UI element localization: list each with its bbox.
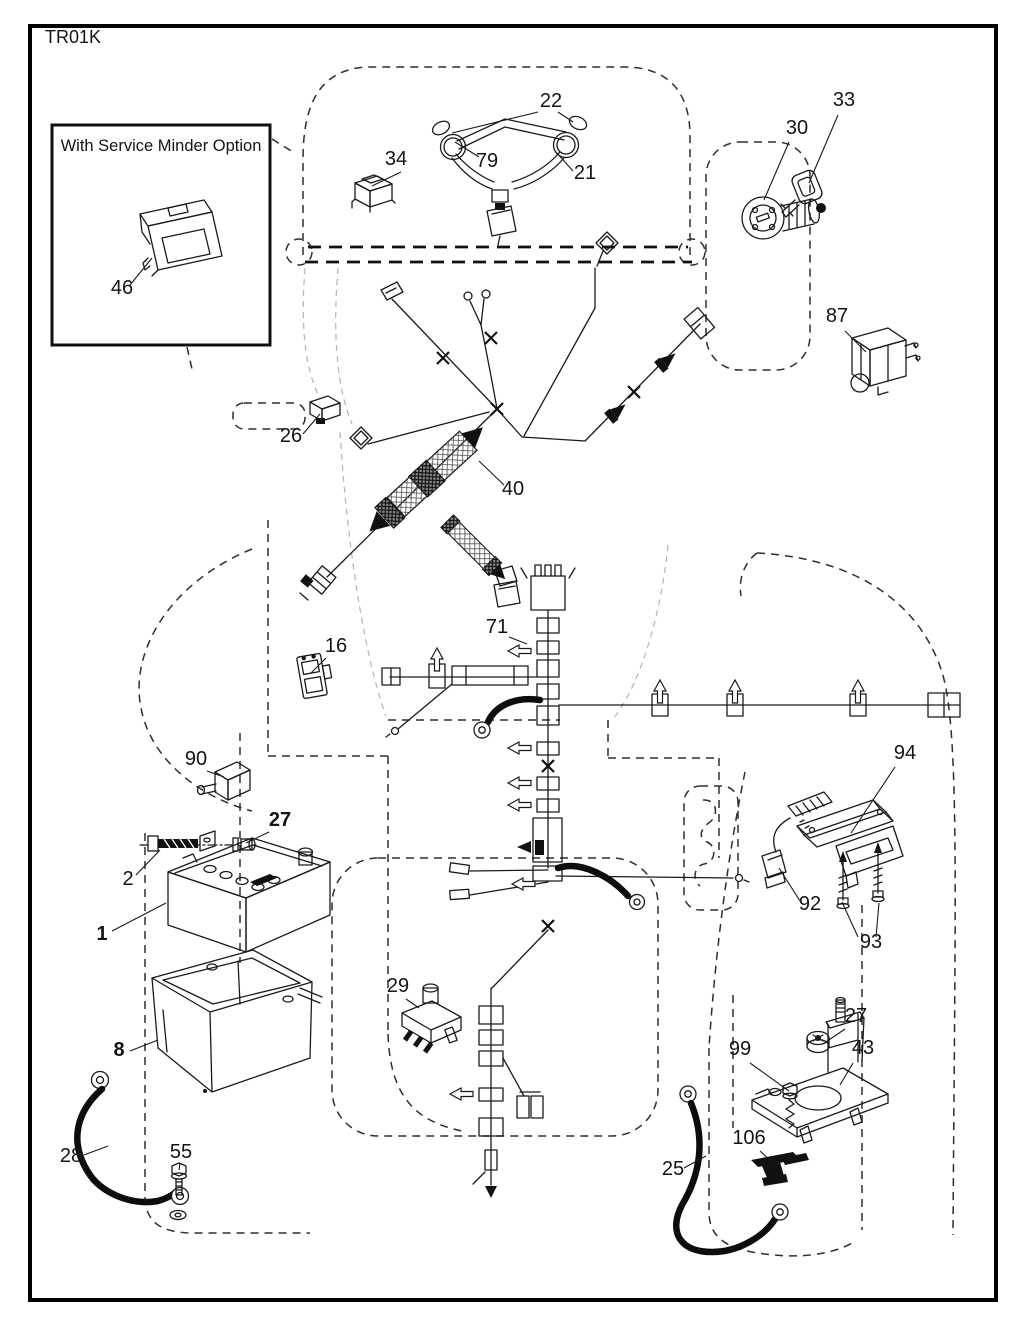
part-label-34: 34 — [384, 148, 408, 170]
leader-line-2 — [136, 850, 160, 875]
leader-line-30 — [764, 142, 789, 200]
leader-line-93 — [842, 902, 858, 937]
part-label-1: 1 — [96, 923, 108, 945]
tractor-outline-light — [303, 268, 668, 720]
ground-cable-drawing — [77, 1072, 188, 1205]
leader-line-92 — [779, 868, 800, 901]
part-label-27: 27 — [844, 1005, 868, 1027]
relay-drawing — [297, 652, 335, 699]
part-label-30: 30 — [785, 117, 809, 139]
leader-line-21 — [556, 152, 573, 171]
leader-line-29 — [406, 999, 419, 1008]
part-label-40: 40 — [501, 478, 525, 500]
leader-line-28 — [84, 1146, 108, 1155]
part-label-29: 29 — [386, 975, 410, 997]
part-label-25: 25 — [661, 1158, 685, 1180]
leader-line-27 — [246, 832, 269, 843]
mounting-bracket-drawing — [752, 998, 888, 1144]
part-label-46: 46 — [110, 277, 134, 299]
page-title: TR01K — [45, 27, 102, 47]
mounting-screws-drawing — [837, 842, 884, 909]
part-label-28: 28 — [59, 1145, 83, 1167]
leader-line-34 — [372, 172, 401, 186]
part-label-27: 27 — [268, 809, 292, 831]
part-label-79: 79 — [475, 150, 499, 172]
leader-line-33 — [809, 115, 838, 183]
seat-switch-drawing — [402, 984, 461, 1054]
part-label-16: 16 — [324, 635, 348, 657]
leader-line-71 — [509, 637, 527, 644]
part-label-55: 55 — [169, 1141, 193, 1163]
part-label-26: 26 — [279, 425, 303, 447]
leader-line-1 — [112, 903, 166, 931]
part-label-21: 21 — [573, 162, 597, 184]
part-label-43: 43 — [851, 1037, 875, 1059]
part-label-94: 94 — [893, 742, 917, 764]
leader-line-87 — [845, 331, 866, 352]
battery-drawing — [168, 838, 330, 952]
part-label-33: 33 — [832, 89, 856, 111]
service-minder-inset — [52, 125, 270, 345]
leader-line-22 — [558, 112, 573, 122]
leader-line-55 — [179, 1163, 180, 1170]
circuit-module-drawing — [797, 800, 903, 888]
module-connector-drawing — [762, 792, 832, 888]
part-label-92: 92 — [798, 893, 822, 915]
leader-line-27 — [823, 1029, 845, 1044]
main-harness-drawing — [300, 232, 715, 607]
ignition-switch-drawing — [742, 197, 826, 239]
leader-line-43 — [840, 1063, 853, 1085]
center-harness-drawing — [382, 565, 960, 1198]
leader-line-99 — [750, 1063, 789, 1091]
part-label-93: 93 — [859, 931, 883, 953]
part-label-87: 87 — [825, 305, 849, 327]
part-label-106: 106 — [732, 1127, 766, 1149]
solenoid-drawing — [851, 328, 920, 395]
inset-title: With Service Minder Option — [60, 137, 262, 155]
cable-clamp-drawing — [751, 1152, 809, 1186]
headlight-switch-drawing — [352, 175, 395, 212]
hood-base-lines — [305, 247, 692, 262]
part-label-90: 90 — [184, 748, 208, 770]
leader-line-8 — [130, 1040, 158, 1051]
part-label-2: 2 — [122, 868, 134, 890]
battery-box-drawing — [152, 950, 322, 1093]
part-label-8: 8 — [113, 1039, 125, 1061]
part-label-71: 71 — [485, 616, 509, 638]
part-label-99: 99 — [728, 1038, 752, 1060]
leader-line-40 — [479, 461, 504, 485]
leader-line-22 — [452, 112, 538, 133]
part-label-22: 22 — [539, 90, 563, 112]
headlight-harness-drawing — [430, 114, 588, 245]
